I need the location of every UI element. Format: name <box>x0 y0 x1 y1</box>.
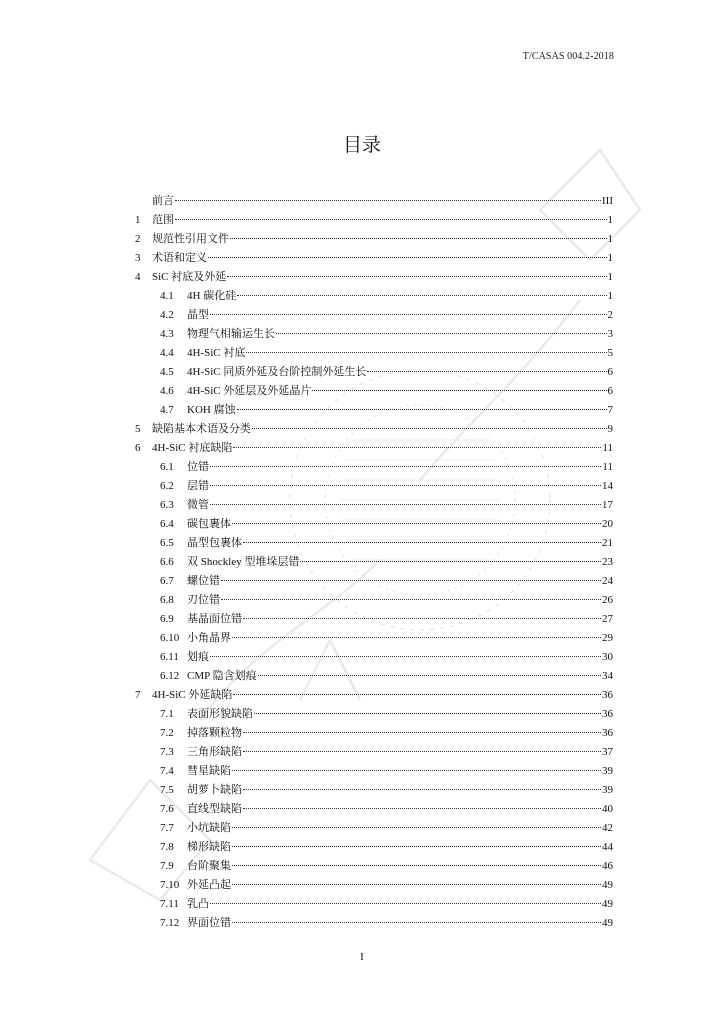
toc-entry-number: 4.3 <box>160 328 174 340</box>
toc-entry-number: 4.5 <box>160 366 174 378</box>
dot-leader <box>232 883 601 885</box>
toc-entry-number: 7.2 <box>160 727 174 739</box>
toc-entry-page: 37 <box>602 746 613 758</box>
toc-entry[interactable] <box>135 382 613 401</box>
dot-leader <box>232 864 601 866</box>
dot-leader <box>210 655 601 657</box>
toc-entry[interactable] <box>135 610 613 629</box>
toc-entry-number: 7.6 <box>160 803 174 815</box>
toc-entry-label: 4H-SiC 外延层及外延晶片 <box>187 385 312 397</box>
dot-leader <box>221 598 601 600</box>
toc-entry-label: 掉落颗粒物 <box>187 727 242 739</box>
toc-entry-label: 划痕 <box>187 651 209 663</box>
toc-entry[interactable] <box>135 496 613 515</box>
toc-entry-number: 7.11 <box>160 898 179 910</box>
toc-entry-label: 范围 <box>152 214 174 226</box>
toc-entry-label: 基晶面位错 <box>187 613 242 625</box>
toc-entry-page: 39 <box>602 765 613 777</box>
toc-entry-page: 14 <box>602 480 613 492</box>
dot-leader <box>208 256 607 258</box>
toc-entry[interactable] <box>135 819 613 838</box>
toc-entry-page: 11 <box>602 461 613 473</box>
toc-entry-page: 5 <box>607 347 613 359</box>
toc-entry[interactable] <box>135 762 613 781</box>
toc-entry-number: 6.8 <box>160 594 174 606</box>
toc-entry-label: 术语和定义 <box>152 252 207 264</box>
dot-leader <box>233 446 601 448</box>
dot-leader <box>243 750 601 752</box>
toc-entry-number: 6.4 <box>160 518 174 530</box>
toc-entry[interactable] <box>135 781 613 800</box>
toc-entry-number: 4.6 <box>160 385 174 397</box>
toc-entry[interactable] <box>135 230 613 249</box>
toc-entry[interactable] <box>135 458 613 477</box>
toc-entry-number: 6.10 <box>160 632 180 644</box>
toc-entry-number: 1 <box>135 214 141 226</box>
toc-entry-page: 1 <box>607 290 613 302</box>
toc-entry-page: 24 <box>602 575 613 587</box>
table-of-contents <box>135 192 613 933</box>
toc-entry-label: 乳凸 <box>187 898 209 910</box>
dot-leader <box>252 427 607 429</box>
dot-leader <box>237 294 606 296</box>
dot-leader <box>227 275 606 277</box>
toc-entry-label: 晶型 <box>187 309 209 321</box>
dot-leader <box>210 503 601 505</box>
dot-leader <box>210 465 601 467</box>
toc-entry-label: 小坑缺陷 <box>187 822 231 834</box>
toc-entry-label: 4H 碳化硅 <box>187 290 237 302</box>
toc-entry-number: 6.6 <box>160 556 174 568</box>
toc-entry-page: 26 <box>602 594 613 606</box>
toc-entry-page: 11 <box>602 442 613 454</box>
toc-entry-label: 规范性引用文件 <box>152 233 229 245</box>
standard-code: T/CASAS 004.2-2018 <box>522 51 614 62</box>
toc-entry-number: 4 <box>135 271 141 283</box>
dot-leader <box>175 199 601 201</box>
dot-leader <box>237 408 607 410</box>
toc-entry-page: 17 <box>602 499 613 511</box>
toc-entry-number: 4.1 <box>160 290 174 302</box>
toc-entry[interactable] <box>135 553 613 572</box>
toc-entry-number: 7.4 <box>160 765 174 777</box>
toc-entry-page: 34 <box>602 670 613 682</box>
dot-leader <box>258 674 601 676</box>
toc-entry-number: 7.10 <box>160 879 180 891</box>
toc-entry-page: 1 <box>607 214 613 226</box>
toc-entry[interactable] <box>135 211 613 230</box>
toc-entry[interactable] <box>135 420 613 439</box>
toc-entry[interactable] <box>135 572 613 591</box>
toc-entry-label: 物理气相输运生长 <box>187 328 275 340</box>
toc-entry[interactable] <box>135 287 613 306</box>
toc-entry[interactable] <box>135 401 613 420</box>
toc-entry-label: 微管 <box>187 499 209 511</box>
toc-entry-page: 6 <box>607 385 613 397</box>
toc-entry[interactable] <box>135 515 613 534</box>
toc-entry-label: 小角晶界 <box>187 632 231 644</box>
toc-entry[interactable] <box>135 306 613 325</box>
toc-entry-label: 4H-SiC 同质外延及台阶控制外延生长 <box>187 366 367 378</box>
toc-entry-number: 7.12 <box>160 917 180 929</box>
dot-leader <box>367 370 606 372</box>
toc-entry-number: 4.7 <box>160 404 174 416</box>
toc-entry-label: 前言 <box>152 195 174 207</box>
toc-entry-number: 6.7 <box>160 575 174 587</box>
toc-entry-label: 台阶聚集 <box>187 860 231 872</box>
dot-leader <box>243 788 601 790</box>
toc-entry[interactable] <box>135 477 613 496</box>
toc-entry-page: 1 <box>607 252 613 264</box>
toc-entry[interactable] <box>135 344 613 363</box>
toc-entry[interactable] <box>135 800 613 819</box>
toc-entry-label: 4H-SiC 衬底缺陷 <box>152 442 233 454</box>
toc-entry[interactable] <box>135 439 613 458</box>
toc-entry[interactable] <box>135 686 613 705</box>
toc-entry[interactable] <box>135 192 613 211</box>
toc-entry[interactable] <box>135 876 613 895</box>
toc-entry-label: 层错 <box>187 480 209 492</box>
toc-entry[interactable] <box>135 724 613 743</box>
toc-entry-label: 梯形缺陷 <box>187 841 231 853</box>
toc-entry-number: 7.7 <box>160 822 174 834</box>
toc-entry-label: 刃位错 <box>187 594 220 606</box>
toc-entry-number: 6.11 <box>160 651 179 663</box>
toc-entry-number: 7.9 <box>160 860 174 872</box>
toc-entry-number: 7.3 <box>160 746 174 758</box>
toc-entry-label: 缺陷基本术语及分类 <box>152 423 251 435</box>
toc-entry-page: 49 <box>602 917 613 929</box>
toc-entry-page: 7 <box>607 404 613 416</box>
toc-entry[interactable] <box>135 534 613 553</box>
toc-entry-label: 双 Shockley 型堆垛层错 <box>187 556 300 568</box>
toc-entry[interactable] <box>135 857 613 876</box>
toc-entry-page: 1 <box>607 233 613 245</box>
toc-entry-number: 6 <box>135 442 141 454</box>
toc-entry-number: 7.8 <box>160 841 174 853</box>
dot-leader <box>243 807 601 809</box>
dot-leader <box>312 389 606 391</box>
toc-entry-number: 7.1 <box>160 708 174 720</box>
toc-entry[interactable] <box>135 325 613 344</box>
toc-entry-number: 6.5 <box>160 537 174 549</box>
toc-entry-label: 界面位错 <box>187 917 231 929</box>
dot-leader <box>276 332 607 334</box>
dot-leader <box>243 541 601 543</box>
toc-entry-page: 6 <box>607 366 613 378</box>
toc-entry-page: 1 <box>607 271 613 283</box>
toc-entry[interactable] <box>135 667 613 686</box>
dot-leader <box>233 693 601 695</box>
dot-leader <box>232 636 601 638</box>
toc-entry-number: 2 <box>135 233 141 245</box>
toc-entry-page: 23 <box>602 556 613 568</box>
toc-entry-number: 6.3 <box>160 499 174 511</box>
toc-entry-page: 36 <box>602 727 613 739</box>
toc-entry[interactable] <box>135 363 613 382</box>
dot-leader <box>232 921 601 923</box>
dot-leader <box>300 560 601 562</box>
toc-entry-label: 螺位错 <box>187 575 220 587</box>
dot-leader <box>210 484 601 486</box>
toc-entry-number: 7.5 <box>160 784 174 796</box>
toc-entry-number: 6.9 <box>160 613 174 625</box>
toc-entry[interactable] <box>135 268 613 287</box>
toc-entry-page: 42 <box>602 822 613 834</box>
toc-entry-label: 4H-SiC 衬底 <box>187 347 246 359</box>
dot-leader <box>230 237 607 239</box>
toc-entry[interactable] <box>135 629 613 648</box>
dot-leader <box>243 617 601 619</box>
toc-entry-page: 44 <box>602 841 613 853</box>
toc-entry-page: 3 <box>607 328 613 340</box>
toc-entry-number: 4.4 <box>160 347 174 359</box>
toc-entry-page: 49 <box>602 879 613 891</box>
toc-entry[interactable] <box>135 838 613 857</box>
toc-entry[interactable] <box>135 591 613 610</box>
toc-entry-page: 46 <box>602 860 613 872</box>
toc-entry-number: 6.2 <box>160 480 174 492</box>
toc-entry-number: 6.12 <box>160 670 180 682</box>
toc-entry-label: KOH 腐蚀 <box>187 404 236 416</box>
dot-leader <box>254 712 601 714</box>
toc-entry[interactable] <box>135 895 613 914</box>
dot-leader <box>243 731 601 733</box>
toc-entry-page: 20 <box>602 518 613 530</box>
toc-entry-page: III <box>602 195 613 207</box>
toc-entry-label: 晶型包裹体 <box>187 537 242 549</box>
toc-entry-number: 7 <box>135 689 141 701</box>
dot-leader <box>232 769 601 771</box>
dot-leader <box>232 522 601 524</box>
toc-entry-label: 外延凸起 <box>187 879 231 891</box>
dot-leader <box>210 902 601 904</box>
toc-entry-number: 6.1 <box>160 461 174 473</box>
toc-entry[interactable] <box>135 249 613 268</box>
toc-entry-label: 胡萝卜缺陷 <box>187 784 242 796</box>
toc-entry-page: 9 <box>607 423 613 435</box>
toc-entry[interactable] <box>135 705 613 724</box>
toc-entry-label: 碳包裹体 <box>187 518 231 530</box>
toc-entry-page: 36 <box>602 689 613 701</box>
toc-entry-label: 4H-SiC 外延缺陷 <box>152 689 233 701</box>
dot-leader <box>221 579 601 581</box>
toc-entry-page: 39 <box>602 784 613 796</box>
toc-entry-label: SiC 衬底及外延 <box>152 271 227 283</box>
page-number: I <box>360 951 364 963</box>
dot-leader <box>175 218 607 220</box>
toc-entry-label: 表面形貌缺陷 <box>187 708 253 720</box>
toc-entry-page: 2 <box>607 309 613 321</box>
toc-entry-label: 彗星缺陷 <box>187 765 231 777</box>
dot-leader <box>246 351 606 353</box>
toc-entry-label: 直线型缺陷 <box>187 803 242 815</box>
toc-entry-page: 40 <box>602 803 613 815</box>
toc-entry-page: 29 <box>602 632 613 644</box>
dot-leader <box>232 845 601 847</box>
toc-entry[interactable] <box>135 648 613 667</box>
toc-entry-page: 27 <box>602 613 613 625</box>
toc-entry-number: 3 <box>135 252 141 264</box>
toc-entry-page: 36 <box>602 708 613 720</box>
toc-entry-label: CMP 隐含划痕 <box>187 670 257 682</box>
toc-entry-label: 位错 <box>187 461 209 473</box>
toc-entry-number: 5 <box>135 423 141 435</box>
toc-entry-page: 30 <box>602 651 613 663</box>
toc-entry[interactable] <box>135 743 613 762</box>
page-title: 目录 <box>342 134 381 156</box>
toc-entry-label: 三角形缺陷 <box>187 746 242 758</box>
toc-entry[interactable] <box>135 914 613 933</box>
toc-entry-page: 49 <box>602 898 613 910</box>
dot-leader <box>210 313 607 315</box>
toc-entry-page: 21 <box>602 537 613 549</box>
toc-entry-number: 4.2 <box>160 309 174 321</box>
dot-leader <box>232 826 601 828</box>
